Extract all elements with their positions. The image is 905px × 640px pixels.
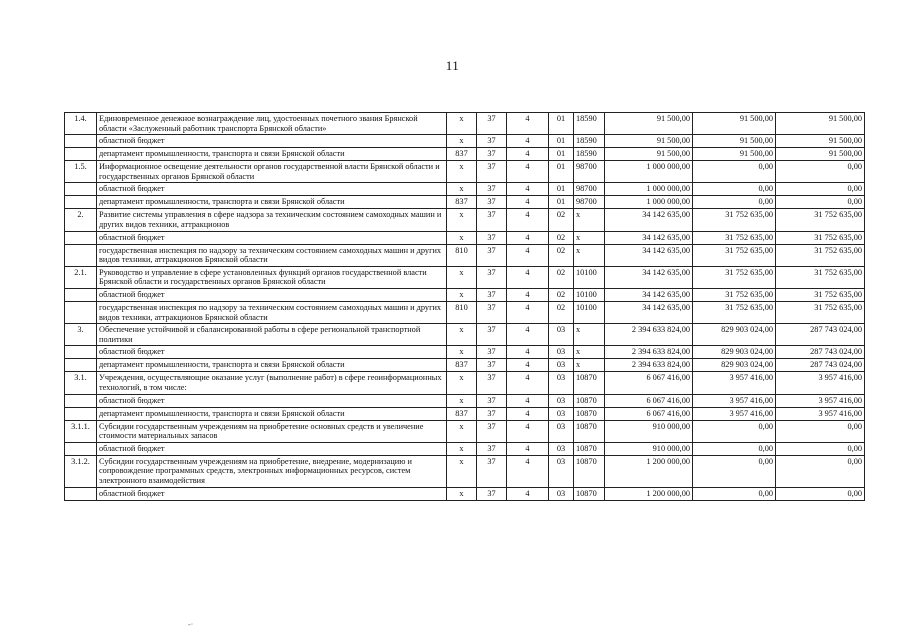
code-subprogram: 4: [507, 266, 549, 288]
amount-year-3: 31 752 635,00: [776, 209, 865, 231]
code-program: 37: [477, 196, 507, 209]
code-admin: x: [447, 394, 477, 407]
code-program: 37: [477, 420, 507, 442]
code-activity: 03: [549, 324, 574, 346]
code-activity: 03: [549, 487, 574, 500]
budget-table: [64, 112, 865, 501]
code-admin: x: [447, 161, 477, 183]
code-program: 37: [477, 161, 507, 183]
amount-year-2: 0,00: [693, 420, 776, 442]
amount-year-1: 1 000 000,00: [605, 183, 693, 196]
table-row: [65, 346, 865, 359]
amount-year-2: 3 957 416,00: [693, 407, 776, 420]
code-admin: x: [447, 346, 477, 359]
row-description: департамент промышленности, транспорта и связи Брянской области: [97, 359, 447, 372]
amount-year-1: 34 142 635,00: [605, 244, 693, 266]
code-subprogram: 4: [507, 420, 549, 442]
amount-year-2: 91 500,00: [693, 148, 776, 161]
row-number: [65, 148, 97, 161]
row-description: Субсидии государственным учреждениям на приобретение основных средств и увеличение стоимости материальных запасов: [97, 420, 447, 442]
code-subprogram: 4: [507, 196, 549, 209]
table-row: [65, 359, 865, 372]
amount-year-2: 829 903 024,00: [693, 346, 776, 359]
amount-year-2: 0,00: [693, 196, 776, 209]
amount-year-3: 0,00: [776, 442, 865, 455]
amount-year-3: 287 743 024,00: [776, 359, 865, 372]
code-program: 37: [477, 231, 507, 244]
code-subprogram: 4: [507, 394, 549, 407]
table-row: [65, 148, 865, 161]
code-program: 37: [477, 359, 507, 372]
code-activity: 01: [549, 183, 574, 196]
code-subprogram: 4: [507, 288, 549, 301]
code-activity: 02: [549, 301, 574, 323]
row-number: 2.: [65, 209, 97, 231]
amount-year-1: 6 067 416,00: [605, 394, 693, 407]
amount-year-1: 1 200 000,00: [605, 487, 693, 500]
row-description: областной бюджет: [97, 346, 447, 359]
row-number: [65, 346, 97, 359]
row-number: [65, 394, 97, 407]
code-admin: x: [447, 420, 477, 442]
amount-year-1: 1 000 000,00: [605, 196, 693, 209]
row-description: областной бюджет: [97, 135, 447, 148]
code-admin: x: [447, 372, 477, 394]
code-subprogram: 4: [507, 455, 549, 487]
table-row: [65, 196, 865, 209]
code-activity: 03: [549, 442, 574, 455]
code-direction: 98700: [574, 161, 605, 183]
amount-year-3: 31 752 635,00: [776, 301, 865, 323]
amount-year-3: 287 743 024,00: [776, 346, 865, 359]
amount-year-3: 3 957 416,00: [776, 407, 865, 420]
code-subprogram: 4: [507, 244, 549, 266]
code-direction: x: [574, 324, 605, 346]
code-admin: x: [447, 183, 477, 196]
row-number: 3.1.1.: [65, 420, 97, 442]
amount-year-2: 3 957 416,00: [693, 394, 776, 407]
code-subprogram: 4: [507, 346, 549, 359]
row-description: Информационное освещение деятельности органов государственной власти Брянской области и государственных органов Брянской области: [97, 161, 447, 183]
amount-year-2: 31 752 635,00: [693, 301, 776, 323]
amount-year-1: 1 200 000,00: [605, 455, 693, 487]
code-direction: 18590: [574, 135, 605, 148]
code-program: 37: [477, 288, 507, 301]
code-direction: 10870: [574, 487, 605, 500]
amount-year-3: 91 500,00: [776, 113, 865, 135]
code-admin: x: [447, 135, 477, 148]
amount-year-1: 2 394 633 824,00: [605, 346, 693, 359]
row-number: 1.4.: [65, 113, 97, 135]
code-admin: x: [447, 231, 477, 244]
code-activity: 02: [549, 288, 574, 301]
amount-year-2: 91 500,00: [693, 113, 776, 135]
amount-year-3: 91 500,00: [776, 148, 865, 161]
code-direction: x: [574, 346, 605, 359]
code-direction: 10100: [574, 288, 605, 301]
amount-year-1: 34 142 635,00: [605, 288, 693, 301]
row-description: Единовременное денежное вознаграждение лиц, удостоенных почетного звания Брянской области «Заслуженный работник транспорта Брянской области»: [97, 113, 447, 135]
amount-year-3: 0,00: [776, 420, 865, 442]
code-program: 37: [477, 183, 507, 196]
amount-year-2: 31 752 635,00: [693, 244, 776, 266]
code-program: 37: [477, 324, 507, 346]
code-admin: 837: [447, 148, 477, 161]
code-activity: 01: [549, 196, 574, 209]
table-row: [65, 244, 865, 266]
amount-year-2: 31 752 635,00: [693, 209, 776, 231]
amount-year-1: 91 500,00: [605, 135, 693, 148]
code-subprogram: 4: [507, 487, 549, 500]
code-direction: 10100: [574, 301, 605, 323]
code-activity: 02: [549, 266, 574, 288]
amount-year-2: 0,00: [693, 487, 776, 500]
row-description: государственная инспекция по надзору за техническим состоянием самоходных машин и других видов техники, аттракционов Брянской области: [97, 301, 447, 323]
code-direction: 18590: [574, 148, 605, 161]
code-program: 37: [477, 407, 507, 420]
table-row: [65, 324, 865, 346]
table-row: [65, 442, 865, 455]
amount-year-2: 91 500,00: [693, 135, 776, 148]
amount-year-2: 829 903 024,00: [693, 324, 776, 346]
code-subprogram: 4: [507, 113, 549, 135]
row-number: [65, 442, 97, 455]
amount-year-3: 3 957 416,00: [776, 372, 865, 394]
code-program: 37: [477, 148, 507, 161]
row-number: 1.5.: [65, 161, 97, 183]
code-admin: x: [447, 113, 477, 135]
row-number: 2.1.: [65, 266, 97, 288]
row-number: 3.1.2.: [65, 455, 97, 487]
code-subprogram: 4: [507, 372, 549, 394]
code-subprogram: 4: [507, 183, 549, 196]
amount-year-3: 3 957 416,00: [776, 394, 865, 407]
code-subprogram: 4: [507, 324, 549, 346]
row-description: областной бюджет: [97, 487, 447, 500]
amount-year-1: 910 000,00: [605, 420, 693, 442]
amount-year-3: 31 752 635,00: [776, 288, 865, 301]
code-subprogram: 4: [507, 442, 549, 455]
table-row: [65, 420, 865, 442]
row-number: [65, 407, 97, 420]
row-description: департамент промышленности, транспорта и связи Брянской области: [97, 148, 447, 161]
amount-year-1: 1 000 000,00: [605, 161, 693, 183]
amount-year-1: 2 394 633 824,00: [605, 359, 693, 372]
code-direction: 18590: [574, 113, 605, 135]
amount-year-2: 829 903 024,00: [693, 359, 776, 372]
code-direction: 10100: [574, 266, 605, 288]
code-admin: x: [447, 288, 477, 301]
code-program: 37: [477, 209, 507, 231]
amount-year-2: 3 957 416,00: [693, 372, 776, 394]
row-description: областной бюджет: [97, 183, 447, 196]
code-activity: 03: [549, 359, 574, 372]
code-admin: 837: [447, 407, 477, 420]
table-row: [65, 487, 865, 500]
amount-year-3: 287 743 024,00: [776, 324, 865, 346]
row-number: [65, 301, 97, 323]
table-row: [65, 288, 865, 301]
table-row: [65, 372, 865, 394]
code-program: 37: [477, 487, 507, 500]
row-description: областной бюджет: [97, 442, 447, 455]
code-admin: 837: [447, 196, 477, 209]
code-direction: x: [574, 231, 605, 244]
table-row: [65, 183, 865, 196]
row-description: Руководство и управление в сфере установленных функций органов государственной власти Брянской области и государственных органов Брянской области: [97, 266, 447, 288]
row-description: Развитие системы управления в сфере надзора за техническим состоянием самоходных машин и других видов техники, аттракционов: [97, 209, 447, 231]
table-row: [65, 161, 865, 183]
code-program: 37: [477, 455, 507, 487]
row-number: [65, 196, 97, 209]
row-number: [65, 288, 97, 301]
table-row: [65, 394, 865, 407]
table-row: [65, 209, 865, 231]
amount-year-1: 6 067 416,00: [605, 372, 693, 394]
code-subprogram: 4: [507, 135, 549, 148]
code-subprogram: 4: [507, 148, 549, 161]
code-subprogram: 4: [507, 231, 549, 244]
code-program: 37: [477, 244, 507, 266]
amount-year-3: 0,00: [776, 196, 865, 209]
row-description: государственная инспекция по надзору за техническим состоянием самоходных машин и других видов техники, аттракционов Брянской области: [97, 244, 447, 266]
code-direction: 10870: [574, 394, 605, 407]
amount-year-1: 91 500,00: [605, 113, 693, 135]
code-activity: 03: [549, 407, 574, 420]
code-direction: x: [574, 359, 605, 372]
table-row: [65, 231, 865, 244]
table-row: [65, 301, 865, 323]
amount-year-2: 31 752 635,00: [693, 288, 776, 301]
scan-artifact: -·: [188, 620, 194, 629]
code-admin: 837: [447, 359, 477, 372]
code-activity: 03: [549, 455, 574, 487]
amount-year-3: 0,00: [776, 455, 865, 487]
row-number: [65, 183, 97, 196]
amount-year-3: 31 752 635,00: [776, 266, 865, 288]
code-admin: x: [447, 209, 477, 231]
table-row: [65, 455, 865, 487]
code-direction: 10870: [574, 455, 605, 487]
code-direction: 98700: [574, 183, 605, 196]
amount-year-1: 2 394 633 824,00: [605, 324, 693, 346]
code-activity: 01: [549, 135, 574, 148]
amount-year-2: 0,00: [693, 161, 776, 183]
row-number: [65, 359, 97, 372]
row-number: [65, 244, 97, 266]
code-activity: 01: [549, 148, 574, 161]
code-program: 37: [477, 113, 507, 135]
code-program: 37: [477, 372, 507, 394]
amount-year-1: 34 142 635,00: [605, 301, 693, 323]
row-description: областной бюджет: [97, 288, 447, 301]
code-activity: 03: [549, 346, 574, 359]
table-row: [65, 135, 865, 148]
code-subprogram: 4: [507, 301, 549, 323]
row-description: областной бюджет: [97, 394, 447, 407]
amount-year-2: 31 752 635,00: [693, 231, 776, 244]
amount-year-1: 34 142 635,00: [605, 266, 693, 288]
row-number: 3.1.: [65, 372, 97, 394]
amount-year-2: 0,00: [693, 455, 776, 487]
code-program: 37: [477, 346, 507, 359]
code-program: 37: [477, 301, 507, 323]
table-row: [65, 407, 865, 420]
page-number: 11: [445, 58, 460, 73]
code-program: 37: [477, 442, 507, 455]
code-admin: x: [447, 324, 477, 346]
code-activity: 03: [549, 372, 574, 394]
amount-year-2: 31 752 635,00: [693, 266, 776, 288]
amount-year-1: 34 142 635,00: [605, 231, 693, 244]
code-subprogram: 4: [507, 209, 549, 231]
code-activity: 03: [549, 394, 574, 407]
amount-year-3: 0,00: [776, 161, 865, 183]
amount-year-3: 91 500,00: [776, 135, 865, 148]
code-activity: 02: [549, 209, 574, 231]
amount-year-3: 0,00: [776, 487, 865, 500]
row-description: Субсидии государственным учреждениям на приобретение, внедрение, модернизацию и сопровождение программных средств, электронных информационных ресурсов, систем электронного взаимодействия: [97, 455, 447, 487]
amount-year-1: 6 067 416,00: [605, 407, 693, 420]
table-row: [65, 113, 865, 135]
code-admin: x: [447, 455, 477, 487]
code-admin: 810: [447, 301, 477, 323]
amount-year-2: 0,00: [693, 183, 776, 196]
row-number: [65, 487, 97, 500]
code-admin: 810: [447, 244, 477, 266]
code-subprogram: 4: [507, 359, 549, 372]
code-subprogram: 4: [507, 407, 549, 420]
amount-year-3: 31 752 635,00: [776, 231, 865, 244]
code-program: 37: [477, 394, 507, 407]
row-number: [65, 135, 97, 148]
code-direction: 10870: [574, 372, 605, 394]
code-direction: 98700: [574, 196, 605, 209]
row-description: Обеспечение устойчивой и сбалансированной работы в сфере региональной транспортной политики: [97, 324, 447, 346]
amount-year-3: 0,00: [776, 183, 865, 196]
code-direction: 10870: [574, 420, 605, 442]
code-direction: 10870: [574, 442, 605, 455]
code-direction: 10870: [574, 407, 605, 420]
code-activity: 03: [549, 420, 574, 442]
code-admin: x: [447, 487, 477, 500]
code-program: 37: [477, 135, 507, 148]
code-program: 37: [477, 266, 507, 288]
code-direction: x: [574, 244, 605, 266]
amount-year-1: 34 142 635,00: [605, 209, 693, 231]
code-activity: 02: [549, 231, 574, 244]
row-description: департамент промышленности, транспорта и связи Брянской области: [97, 407, 447, 420]
code-admin: x: [447, 442, 477, 455]
amount-year-3: 31 752 635,00: [776, 244, 865, 266]
row-description: областной бюджет: [97, 231, 447, 244]
row-number: [65, 231, 97, 244]
code-activity: 02: [549, 244, 574, 266]
row-number: 3.: [65, 324, 97, 346]
code-admin: x: [447, 266, 477, 288]
code-activity: 01: [549, 161, 574, 183]
code-direction: x: [574, 209, 605, 231]
amount-year-2: 0,00: [693, 442, 776, 455]
row-description: Учреждения, осуществляющие оказание услуг (выполнение работ) в сфере геоинформационных технологий, в том числе:: [97, 372, 447, 394]
row-description: департамент промышленности, транспорта и связи Брянской области: [97, 196, 447, 209]
code-activity: 01: [549, 113, 574, 135]
table-row: [65, 266, 865, 288]
amount-year-1: 910 000,00: [605, 442, 693, 455]
amount-year-1: 91 500,00: [605, 148, 693, 161]
code-subprogram: 4: [507, 161, 549, 183]
